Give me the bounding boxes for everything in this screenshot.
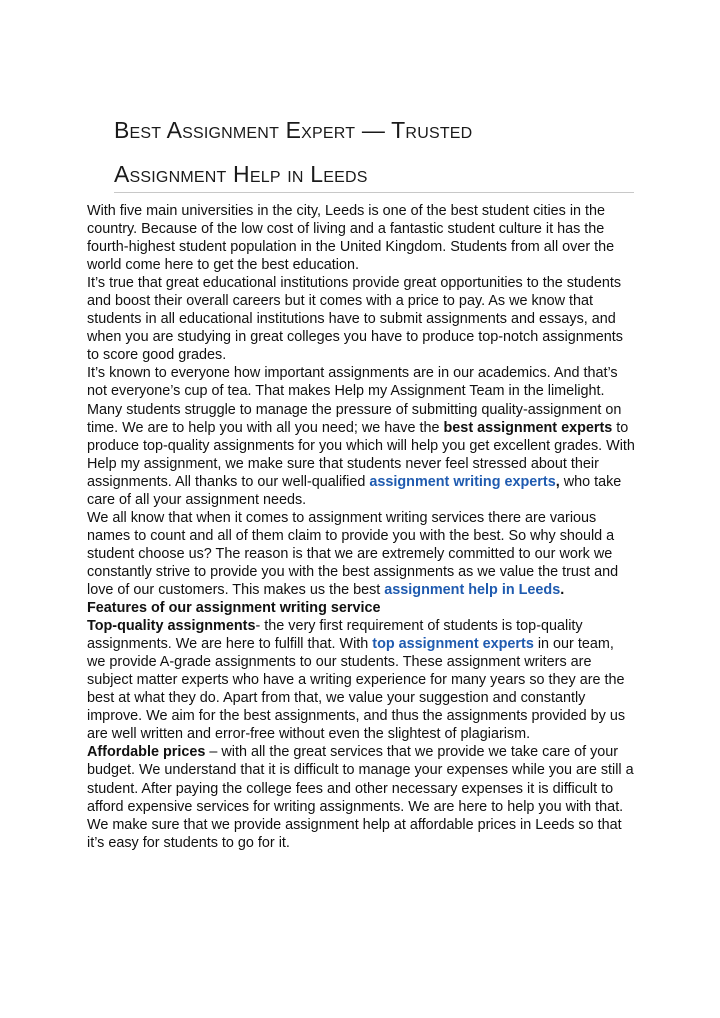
paragraph-text: who take care of all your assignment needs. [87,473,622,508]
paragraph-importance: It’s known to everyone how important assignments are in our academics. And that’s not everyone’s cup of tea. That makes Help my Assignment Team in the limelight. [87,365,618,400]
paragraph-top-quality [87,617,635,743]
paragraph-opportunities: It’s true that great educational institutions provide great opportunities to the students and boost their overall careers but it comes with a price to pay. As we know that students in all educational institutions have to submit assignments and essays, and when you are studying in great colleges you have to produce top-notch assignments to score good grades. [87,275,623,364]
feature-label-affordable: Affordable prices [87,744,206,761]
paragraph-intro: With five main universities in the city, Leeds is one of the best student cities in the country. Because of the low cost of living and a fantastic student culture it has the fourth-highest student population in the United Kingdom. Students from all over the world come here to get the best education. [87,203,615,274]
feature-label-top-quality: Top-quality assignments [87,618,256,635]
title-line-1: Best Assignment Expert — Trusted [114,117,473,143]
paragraph-text: to produce top-quality assignments for you which will help you get excellent grades. With Help my assignment, we make sure that students never feel stressed about their assignments. All thanks to our well-qualified [87,419,635,490]
paragraph-text: Many students struggle to manage the pressure of submitting quality-assignment on time. We are to help you with all you need; we have the [87,401,622,436]
title-line-2: Assignment Help in Leeds [114,161,368,187]
link-top-assignment-experts[interactable]: top assignment experts [372,636,534,653]
paragraph-text: – with all the great services that we provide we take care of your budget. We understand that it is difficult to manage your expenses while you are still a student. After paying the college fees and other necessary expenses it is difficult to afford expensive services for writing assignments. We are here to help you with that. We make sure that we provide assignment help at affordable prices in Leeds so that it’s easy for students to go for it. [87,744,634,851]
paragraph-experts [87,401,635,509]
bold-phrase-best-experts: best assignment experts [443,419,613,436]
paragraph-text: in our team, we provide A-grade assignments to our students. These assignment writers are subject matter experts who have a writing experience for many years so they are the best at what they do. Apart from that, we value your suggestion and constantly improve. We aim for the best assignments, and thus the assignments provided by us are well written and error-free without even the slightest of plagiarism. [87,636,626,743]
paragraph-text: - the very first requirement of students is top-quality assignments. We are here to fulfill that. With [87,618,583,653]
paragraph-text: We all know that when it comes to assignment writing services there are various names to count and all of them claim to provide you with the best. So why should a student choose us? The reason is that we are extremely committed to our work we constantly strive to provide you with the best assignments as we value the trust and love of our customers. This makes us the best [87,509,619,598]
link-assignment-writing-experts[interactable]: assignment writing experts [369,473,556,490]
link-assignment-help-leeds[interactable]: assignment help in Leeds [384,581,561,598]
paragraph-affordable [87,743,635,851]
page-title [114,108,634,196]
paragraph-why-us [87,509,635,599]
title-divider [114,192,634,193]
article-body [87,202,635,852]
bold-period: . [560,581,565,598]
section-heading-features: Features of our assignment writing service [87,600,381,617]
bold-comma: , [555,473,560,490]
